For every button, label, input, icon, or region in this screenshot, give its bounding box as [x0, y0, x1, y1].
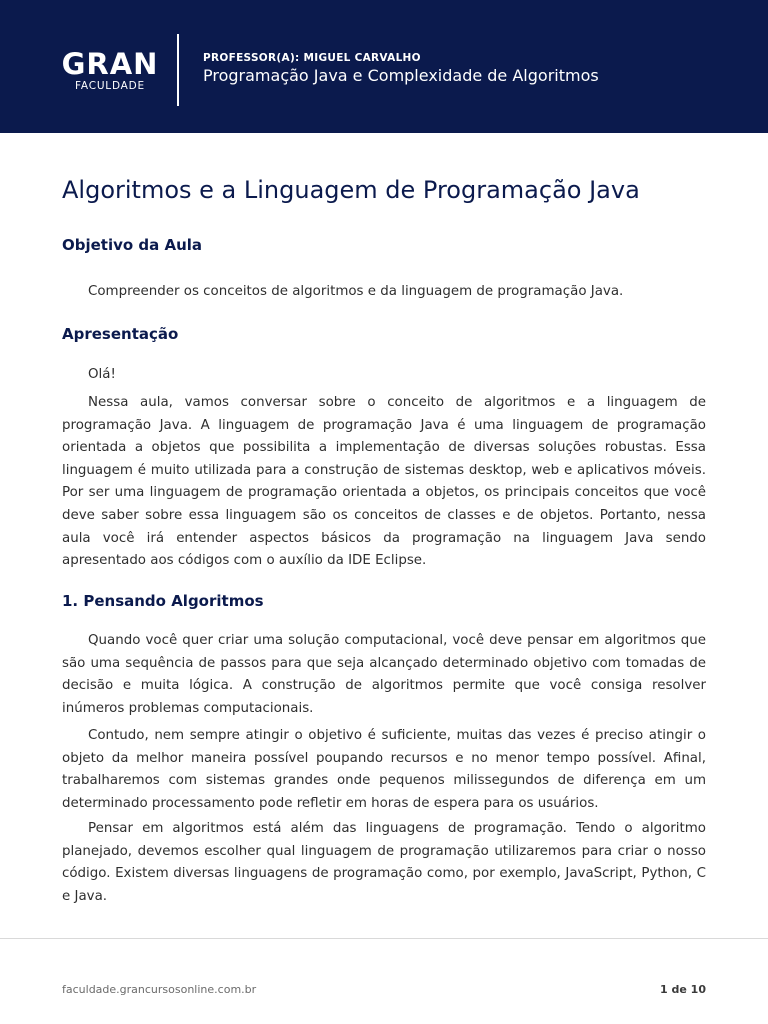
- gran-faculdade-logo: [60, 47, 160, 93]
- page-number: 1 de 10: [660, 983, 706, 996]
- professor-name: PROFESSOR(A): MIGUEL CARVALHO: [203, 52, 421, 64]
- section-heading-objetivo: Objetivo da Aula: [62, 236, 203, 254]
- paragraph-greeting: Olá!: [88, 367, 116, 382]
- section-heading-apresentacao: Apresentação: [62, 325, 179, 343]
- paragraph-pensando-3: Pensar em algoritmos está além das linguagens de programação. Tendo o algoritmo planejado, devemos escolher qual linguagem de programação utilizaremos para criar o nosso código. Existem diversas linguagens de programação como, por exemplo, JavaScript, Python, C e Java.: [62, 821, 706, 904]
- section-heading-pensando-algoritmos: 1. Pensando Algoritmos: [62, 592, 264, 610]
- page-header: [0, 0, 768, 133]
- paragraph-pensando-2: Contudo, nem sempre atingir o objetivo é suficiente, muitas das vezes é preciso atingir o objeto da melhor maneira possível poupando recursos e no menor tempo possível. Afinal, trabalharemos com sistemas grandes onde pequenos milissegundos de diferença em um determinado processamento pode refletir em horas de espera para os usuários.: [62, 728, 706, 811]
- logo-wordmark: GRAN: [61, 47, 159, 81]
- logo-subtitle: FACULDADE: [75, 80, 145, 92]
- page-title: Algoritmos e a Linguagem de Programação Java: [62, 176, 640, 204]
- footer-url: faculdade.grancursosonline.com.br: [62, 983, 257, 996]
- header-divider: [177, 34, 179, 106]
- paragraph-objetivo: Compreender os conceitos de algoritmos e da linguagem de programação Java.: [88, 284, 624, 299]
- footer-divider: [0, 938, 768, 939]
- course-title: Programação Java e Complexidade de Algoritmos: [203, 66, 599, 85]
- paragraph-apresentacao: Nessa aula, vamos conversar sobre o conceito de algoritmos e a linguagem de programação Java. A linguagem de programação Java é uma linguagem de programação orientada a objetos que possibilita a implementação de diversas soluções robustas. Essa linguagem é muito utilizada para a construção de sistemas desktop, web e aplicativos móveis. Por ser uma linguagem de programação orientada a objetos, os principais conceitos que você deve saber sobre essa linguagem são os conceitos de classes e de objetos. Portanto, nessa aula você irá entender aspectos básicos da programação na linguagem Java sendo apresentado aos códigos com o auxílio da IDE Eclipse.: [62, 395, 706, 569]
- paragraph-pensando-1: Quando você quer criar uma solução computacional, você deve pensar em algoritmos que são uma sequência de passos para que seja alcançado determinado objetivo com tomadas de decisão e muita lógica. A construção de algoritmos permite que você consiga resolver inúmeros problemas computacionais.: [62, 633, 706, 716]
